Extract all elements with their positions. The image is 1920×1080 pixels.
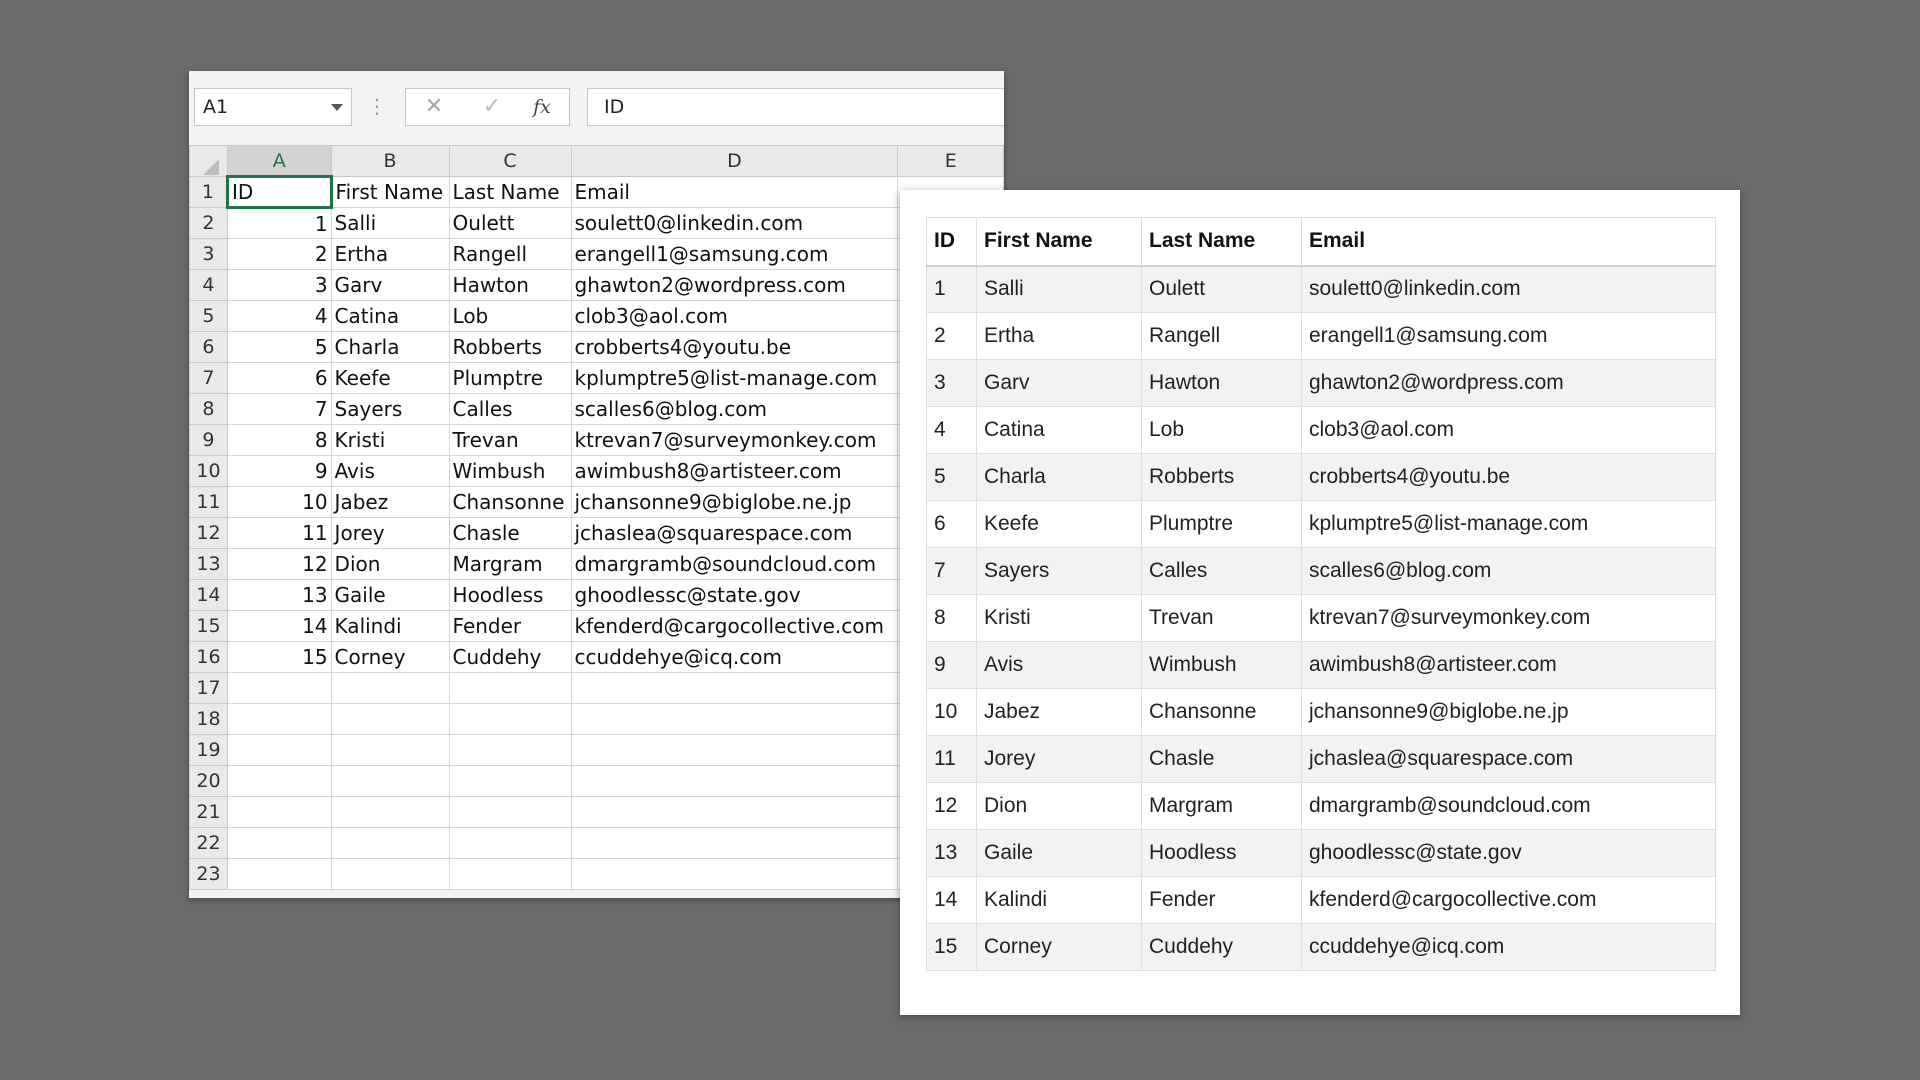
table-cell: 6 [927,501,977,548]
grid-cell[interactable]: Email [571,177,898,208]
table-cell: scalles6@blog.com [1302,548,1716,595]
grid-cell[interactable]: 3 [227,270,331,301]
table-cell: 4 [927,407,977,454]
column-header[interactable]: C [449,146,571,177]
table-header-cell: First Name [977,218,1142,266]
table-cell: Margram [1142,783,1302,830]
grid-cell[interactable]: erangell1@samsung.com [571,239,898,270]
grid-cell[interactable]: 8 [227,425,331,456]
table-row [927,407,1716,454]
grid-cell[interactable] [227,797,331,828]
table-cell: Dion [977,783,1142,830]
column-header[interactable]: E [898,146,1004,177]
grid-cell[interactable] [571,673,898,704]
table-cell: Catina [977,407,1142,454]
row-header[interactable]: 13 [190,549,228,580]
insert-function-icon[interactable]: fx [533,96,551,118]
table-cell: Plumptre [1142,501,1302,548]
table-row [190,487,1004,518]
grid-cell[interactable]: 1 [227,208,331,239]
table-cell: ghoodlessc@state.gov [1302,830,1716,877]
check-icon[interactable]: ✓ [482,94,502,119]
table-cell: kfenderd@cargocollective.com [1302,877,1716,924]
table-row [927,924,1716,971]
grid-cell[interactable]: Hoodless [449,580,571,611]
grid-cell[interactable] [449,797,571,828]
table-cell: 5 [927,454,977,501]
table-cell: ghawton2@wordpress.com [1302,360,1716,407]
grid-cell[interactable] [331,859,449,890]
table-cell: crobberts4@youtu.be [1302,454,1716,501]
table-row [190,518,1004,549]
grid-cell[interactable]: 5 [227,332,331,363]
table-cell: Garv [977,360,1142,407]
table-cell: Avis [977,642,1142,689]
formula-buttons [405,88,570,126]
table-row [190,363,1004,394]
table-cell: 2 [927,313,977,360]
table-cell: ktrevan7@surveymonkey.com [1302,595,1716,642]
grid-cell[interactable]: Cuddehy [449,642,571,673]
table-row [927,830,1716,877]
grid-cell[interactable]: Salli [331,208,449,239]
grid-cell[interactable]: 15 [227,642,331,673]
rendered-table [926,217,1716,971]
grid-cell[interactable]: jchansonne9@biglobe.ne.jp [571,487,898,518]
grid-cell[interactable] [571,797,898,828]
worksheet-grid [189,145,1004,890]
row-header[interactable]: 9 [190,425,228,456]
table-row [190,766,1004,797]
table-cell: soulett0@linkedin.com [1302,266,1716,313]
row-header[interactable]: 22 [190,828,228,859]
table-cell: Ertha [977,313,1142,360]
grid-cell[interactable]: Ertha [331,239,449,270]
table-cell: Wimbush [1142,642,1302,689]
grid-cell[interactable]: awimbush8@artisteer.com [571,456,898,487]
row-header[interactable]: 1 [190,177,228,208]
grid-cell[interactable]: Chasle [449,518,571,549]
row-header[interactable]: 6 [190,332,228,363]
table-cell: 10 [927,689,977,736]
grid-cell[interactable] [449,859,571,890]
table-cell: Robberts [1142,454,1302,501]
row-header[interactable]: 18 [190,704,228,735]
grid-cell[interactable]: Robberts [449,332,571,363]
grid-cell[interactable]: clob3@aol.com [571,301,898,332]
grid-cell[interactable] [449,735,571,766]
table-cell: Kalindi [977,877,1142,924]
table-cell: dmargramb@soundcloud.com [1302,783,1716,830]
chevron-down-icon[interactable] [331,104,343,111]
column-header[interactable]: D [571,146,898,177]
formula-input[interactable]: ID [587,88,1004,126]
name-box[interactable] [194,88,352,126]
grid-cell[interactable]: Jorey [331,518,449,549]
table-cell: Corney [977,924,1142,971]
select-all-icon[interactable] [203,159,219,175]
table-row [927,783,1716,830]
row-header[interactable]: 2 [190,208,228,239]
table-cell: Rangell [1142,313,1302,360]
cancel-icon[interactable]: ✕ [424,94,444,119]
table-cell: 13 [927,830,977,877]
name-box-value: A1 [203,96,229,118]
grid-cell[interactable] [227,704,331,735]
grid-cell[interactable]: Keefe [331,363,449,394]
grid-cell[interactable]: 11 [227,518,331,549]
grid-cell[interactable] [449,704,571,735]
grid-cell[interactable]: First Name [331,177,449,208]
grid-cell[interactable]: 2 [227,239,331,270]
grid-cell[interactable]: kfenderd@cargocollective.com [571,611,898,642]
grid-cell[interactable]: ccuddehye@icq.com [571,642,898,673]
row-header[interactable]: 12 [190,518,228,549]
grid-cell[interactable]: Last Name [449,177,571,208]
grid-cell[interactable]: 6 [227,363,331,394]
grid-cell[interactable]: ktrevan7@surveymonkey.com [571,425,898,456]
table-cell: Kristi [977,595,1142,642]
table-row [927,454,1716,501]
grid-cell[interactable] [449,766,571,797]
table-cell: 9 [927,642,977,689]
table-row [190,177,1004,208]
grid-cell[interactable]: Jabez [331,487,449,518]
table-row [927,548,1716,595]
table-row [927,313,1716,360]
grid-cell[interactable]: jchaslea@squarespace.com [571,518,898,549]
table-cell: 15 [927,924,977,971]
grid-cell[interactable]: ghawton2@wordpress.com [571,270,898,301]
grid-cell[interactable] [331,673,449,704]
row-header[interactable]: 20 [190,766,228,797]
table-header-cell: Email [1302,218,1716,266]
grid-cell[interactable] [571,766,898,797]
grid-cell[interactable]: 9 [227,456,331,487]
grid-cell[interactable]: Plumptre [449,363,571,394]
table-cell: 7 [927,548,977,595]
table-row [927,736,1716,783]
table-cell: Charla [977,454,1142,501]
grid-cell[interactable] [449,828,571,859]
table-row [190,239,1004,270]
table-cell: Keefe [977,501,1142,548]
grid-cell[interactable]: dmargramb@soundcloud.com [571,549,898,580]
grid-cell[interactable] [227,859,331,890]
table-cell: 8 [927,595,977,642]
grid-cell[interactable]: Garv [331,270,449,301]
row-header[interactable]: 3 [190,239,228,270]
table-row [927,501,1716,548]
table-row [190,425,1004,456]
table-cell: Gaile [977,830,1142,877]
grid-cell[interactable]: crobberts4@youtu.be [571,332,898,363]
grid-cell[interactable] [331,797,449,828]
row-header[interactable]: 19 [190,735,228,766]
grid-cell[interactable]: Kristi [331,425,449,456]
table-row [190,270,1004,301]
grid-cell[interactable] [331,766,449,797]
row-header[interactable]: 16 [190,642,228,673]
grid-cell[interactable]: Sayers [331,394,449,425]
grid-cell[interactable]: Lob [449,301,571,332]
row-header[interactable]: 17 [190,673,228,704]
table-row [190,611,1004,642]
grid-cell[interactable]: 7 [227,394,331,425]
table-cell: Calles [1142,548,1302,595]
table-row [190,673,1004,704]
table-cell: 1 [927,266,977,313]
grid-cell[interactable] [331,828,449,859]
column-header-row [190,146,1004,177]
grid-cell[interactable]: 13 [227,580,331,611]
rendered-table-card [900,190,1740,1015]
table-row [190,642,1004,673]
table-row [190,859,1004,890]
cell-grid [189,145,1004,890]
grid-cell[interactable]: Hawton [449,270,571,301]
table-cell: Sayers [977,548,1142,595]
grid-cell[interactable]: 12 [227,549,331,580]
grid-cell[interactable]: Oulett [449,208,571,239]
table-cell: Lob [1142,407,1302,454]
grid-cell[interactable]: 4 [227,301,331,332]
grid-cell[interactable] [571,859,898,890]
grid-cell[interactable]: Rangell [449,239,571,270]
table-row [190,456,1004,487]
grid-cell[interactable]: soulett0@linkedin.com [571,208,898,239]
table-header-cell: ID [927,218,977,266]
grid-cell[interactable] [571,704,898,735]
grid-cell[interactable]: Kalindi [331,611,449,642]
table-row [190,208,1004,239]
grid-cell[interactable] [331,704,449,735]
row-header[interactable]: 5 [190,301,228,332]
table-row [190,828,1004,859]
table-cell: Trevan [1142,595,1302,642]
table-cell: Salli [977,266,1142,313]
row-header[interactable]: 11 [190,487,228,518]
row-header[interactable]: 15 [190,611,228,642]
table-cell: kplumptre5@list-manage.com [1302,501,1716,548]
grid-cell[interactable]: Corney [331,642,449,673]
grid-cell[interactable] [449,673,571,704]
table-row [190,704,1004,735]
grid-cell[interactable]: Gaile [331,580,449,611]
grid-cell[interactable]: 10 [227,487,331,518]
table-row [927,689,1716,736]
table-cell: 12 [927,783,977,830]
table-header-cell: Last Name [1142,218,1302,266]
table-row [927,595,1716,642]
table-row [190,394,1004,425]
table-row [190,797,1004,828]
row-header[interactable]: 8 [190,394,228,425]
table-cell: erangell1@samsung.com [1302,313,1716,360]
table-row [927,642,1716,689]
grid-cell[interactable]: ID [227,177,331,208]
row-header[interactable]: 10 [190,456,228,487]
grid-cell[interactable]: 14 [227,611,331,642]
grid-cell[interactable]: Catina [331,301,449,332]
grid-cell[interactable]: kplumptre5@list-manage.com [571,363,898,394]
column-header[interactable]: A [227,146,331,177]
grid-cell[interactable] [331,735,449,766]
table-row [190,332,1004,363]
table-row [190,735,1004,766]
table-cell: Hoodless [1142,830,1302,877]
table-row [927,266,1716,313]
column-header[interactable]: B [331,146,449,177]
table-cell: Hawton [1142,360,1302,407]
grid-cell[interactable] [571,735,898,766]
grid-cell[interactable]: Margram [449,549,571,580]
table-cell: 14 [927,877,977,924]
formula-bar [189,71,1004,137]
grid-cell[interactable] [227,766,331,797]
row-header[interactable]: 23 [190,859,228,890]
table-cell: Cuddehy [1142,924,1302,971]
grid-cell[interactable]: ghoodlessc@state.gov [571,580,898,611]
row-header[interactable]: 4 [190,270,228,301]
table-cell: 3 [927,360,977,407]
table-cell: Jorey [977,736,1142,783]
more-options-icon[interactable]: ⋮ [367,94,387,118]
table-cell: Jabez [977,689,1142,736]
table-cell: awimbush8@artisteer.com [1302,642,1716,689]
row-header[interactable]: 7 [190,363,228,394]
row-header[interactable]: 21 [190,797,228,828]
grid-cell[interactable]: Wimbush [449,456,571,487]
grid-cell[interactable]: scalles6@blog.com [571,394,898,425]
grid-cell[interactable]: Avis [331,456,449,487]
spreadsheet-window [189,71,1004,898]
table-cell: ccuddehye@icq.com [1302,924,1716,971]
grid-cell[interactable]: Charla [331,332,449,363]
grid-cell[interactable]: Chansonne [449,487,571,518]
table-row [927,877,1716,924]
table-cell: 11 [927,736,977,783]
table-cell: jchaslea@squarespace.com [1302,736,1716,783]
table-cell: Chasle [1142,736,1302,783]
grid-cell[interactable]: Fender [449,611,571,642]
rendered-table-header-row [927,218,1716,266]
grid-cell[interactable] [227,828,331,859]
grid-cell[interactable] [227,673,331,704]
grid-cell[interactable] [571,828,898,859]
grid-cell[interactable] [227,735,331,766]
table-cell: Oulett [1142,266,1302,313]
table-row [190,301,1004,332]
grid-cell[interactable]: Trevan [449,425,571,456]
table-row [190,549,1004,580]
table-cell: Fender [1142,877,1302,924]
table-cell: jchansonne9@biglobe.ne.jp [1302,689,1716,736]
grid-cell[interactable]: Dion [331,549,449,580]
grid-cell[interactable]: Calles [449,394,571,425]
table-row [190,580,1004,611]
row-header[interactable]: 14 [190,580,228,611]
table-row [927,360,1716,407]
table-cell: clob3@aol.com [1302,407,1716,454]
table-cell: Chansonne [1142,689,1302,736]
